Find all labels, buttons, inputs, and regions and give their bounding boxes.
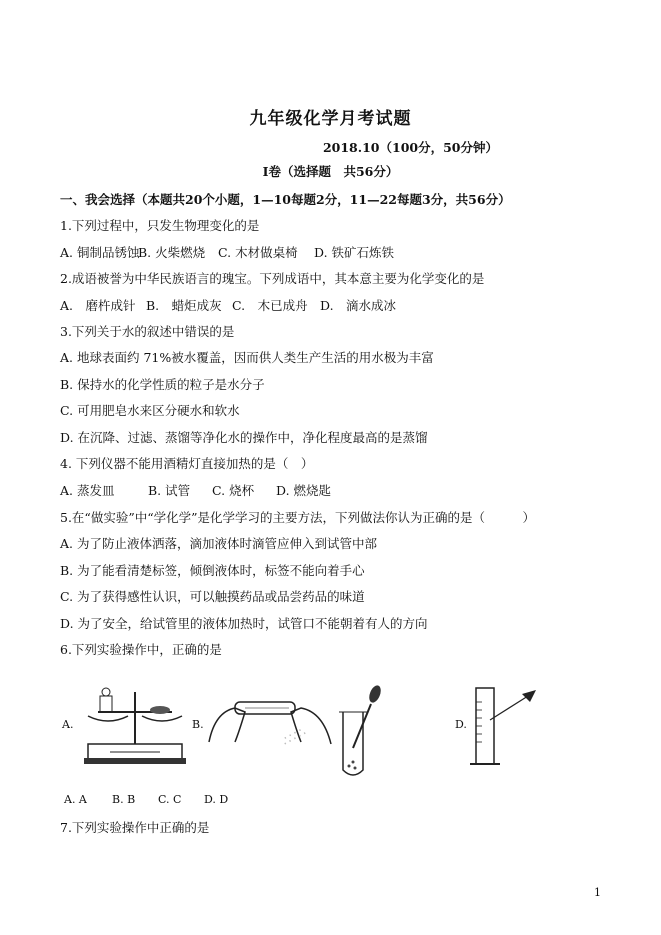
question-4-options xyxy=(60,483,331,499)
q5-option-d: D. 为了安全，给试管里的液体加热时，试管口不能朝着有人的方向 xyxy=(60,616,428,631)
page-title: 九年级化学月考试题 xyxy=(249,109,412,129)
q1-option-b: B. 火柴燃烧 xyxy=(138,245,206,260)
part-heading: I卷（选择题 共56分） xyxy=(262,164,399,179)
q6-option-b: B. B xyxy=(112,793,136,806)
section-heading: 一、我会选择（本题共20个小题，1—10每题2分，11—22每题3分，共56分） xyxy=(60,192,511,207)
q2-option-c: C. 木已成舟 xyxy=(232,298,308,313)
question-7-stem: 7.下列实验操作中正确的是 xyxy=(60,820,210,835)
test-tube-hands-figure xyxy=(205,682,335,772)
question-3-stem: 3.下列关于水的叙述中错误的是 xyxy=(60,324,235,339)
q6-option-c: C. C xyxy=(158,793,182,806)
question-5-stem: 5.在“做实验”中“学化学”是化学学习的主要方法，下列做法你认为正确的是（ ） xyxy=(60,510,535,525)
q1-option-a: A. 铜制品锈蚀 xyxy=(60,245,140,260)
q4-option-d: D. 燃烧匙 xyxy=(276,483,332,498)
q4-option-c: C. 烧杯 xyxy=(212,483,255,498)
q5-option-b: B. 为了能看清楚标签，倾倒液体时，标签不能向着手心 xyxy=(60,563,365,578)
figure-d-label: D. xyxy=(455,718,467,731)
q1-option-d: D. 铁矿石炼铁 xyxy=(314,245,395,260)
q6-option-d: D. D xyxy=(204,793,229,806)
q5-option-a: A. 为了防止液体洒落，滴加液体时滴管应伸入到试管中部 xyxy=(60,536,377,551)
q3-option-a: A. 地球表面约 71%被水覆盖，因而供人类生产生活的用水极为丰富 xyxy=(60,350,434,365)
question-2-stem: 2.成语被誉为中华民族语言的瑰宝。下列成语中，其本意主要为化学变化的是 xyxy=(60,271,485,286)
q3-option-c: C. 可用肥皂水来区分硬水和软水 xyxy=(60,403,240,418)
q6-option-a: A. A xyxy=(64,793,87,806)
q1-option-c: C. 木材做桌椅 xyxy=(218,245,298,260)
q4-option-b: B. 试管 xyxy=(148,483,191,498)
question-2-options xyxy=(60,298,396,314)
question-6-stem: 6.下列实验操作中，正确的是 xyxy=(60,642,222,657)
graduated-cylinder-figure xyxy=(470,682,550,782)
exam-date-duration: 2018.10（100分，50分钟） xyxy=(322,140,498,155)
q2-option-d: D. 滴水成冰 xyxy=(320,298,397,313)
dropper-test-tube-figure xyxy=(335,682,405,782)
balance-scale-figure xyxy=(80,682,190,772)
q2-option-b: B. 蜡炬成灰 xyxy=(146,298,222,313)
q3-option-b: B. 保持水的化学性质的粒子是水分子 xyxy=(60,377,265,392)
q2-option-a: A. 磨杵成针 xyxy=(60,298,136,313)
question-1-stem: 1.下列过程中，只发生物理变化的是 xyxy=(60,218,260,233)
question-1-options xyxy=(60,245,394,261)
figure-b-label: B. xyxy=(192,718,204,731)
page-number: 1 xyxy=(594,886,601,899)
q3-option-d: D. 在沉降、过滤、蒸馏等净化水的操作中，净化程度最高的是蒸馏 xyxy=(60,430,428,445)
question-4-stem: 4. 下列仪器不能用酒精灯直接加热的是（ ） xyxy=(60,456,314,471)
q5-option-c: C. 为了获得感性认识，可以触摸药品或品尝药品的味道 xyxy=(60,589,365,604)
svg-text:∴∵∴: ∴∵∴ xyxy=(279,724,309,750)
figure-a-label: A. xyxy=(62,718,74,731)
q4-option-a: A. 蒸发皿 xyxy=(60,483,115,498)
question-6-options xyxy=(64,792,228,808)
